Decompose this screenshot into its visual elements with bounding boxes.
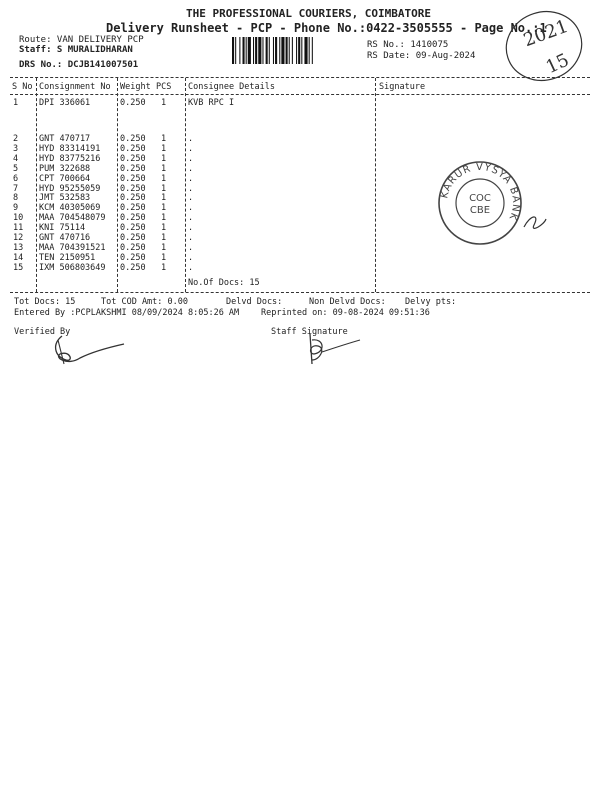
company-title: THE PROFESSIONAL COURIERS, COIMBATORE — [186, 7, 432, 20]
row-pcs: 1 — [161, 262, 167, 273]
count-mark: 15 — [542, 49, 573, 79]
row-pcs: 1 — [161, 134, 167, 144]
row-pcs: 1 — [161, 98, 167, 108]
row-consignment-no: JMT 532583 — [39, 193, 91, 204]
row-sno: 1 — [13, 98, 19, 108]
row-weight: 0.250 — [120, 173, 146, 184]
row-pcs: 1 — [161, 153, 167, 164]
row-consignment-no: IXM 506803649 — [39, 262, 106, 273]
stamp-bank-name: KARUR VYSYA BANK — [439, 161, 522, 223]
row-pcs: 1 — [161, 203, 167, 214]
row-consignment-no: HYD 83314191 — [39, 143, 101, 154]
rs-date: RS Date: 09-Aug-2024 — [367, 51, 476, 61]
row-consignee-details: . — [188, 153, 194, 164]
row-weight: 0.250 — [120, 233, 146, 243]
col-header-signature: Signature — [379, 82, 426, 92]
reprinted-on: Reprinted on: 09-08-2024 09:51:36 — [261, 308, 430, 318]
page-mark: 2021 — [520, 15, 571, 52]
row-weight: 0.250 — [120, 252, 146, 263]
row-pcs: 1 — [161, 163, 167, 174]
row-sno: 15 — [13, 262, 24, 273]
row-weight: 0.250 — [120, 203, 146, 214]
row-weight: 0.250 — [120, 193, 146, 204]
row-weight: 0.250 — [120, 143, 146, 154]
row-consignee-details: . — [188, 262, 194, 273]
row-consignee-details: . — [188, 252, 194, 263]
row-sno: 11 — [13, 223, 24, 234]
row-consignment-no: HYD 95255059 — [39, 183, 101, 194]
drs-number: DRS No.: DCJB141007501 — [19, 60, 139, 70]
col-header-pcs: PCS — [156, 82, 172, 92]
no-of-docs: No.Of Docs: 15 — [188, 278, 260, 288]
runsheet-title: Delivery Runsheet - PCP - Phone No.:0422-3505555 - Page No.:1 — [106, 21, 547, 35]
staff-signature-icon — [298, 330, 368, 370]
row-weight: 0.250 — [120, 223, 146, 234]
col-header-consignment: Consignment No — [39, 82, 111, 92]
row-pcs: 1 — [161, 183, 167, 194]
col-sep — [185, 78, 186, 292]
staff-label: Staff: S MURALIDHARAN — [19, 45, 133, 55]
stamp-initial-icon — [520, 205, 550, 235]
row-consignment-no: PUM 322688 — [39, 163, 91, 174]
row-sno: 8 — [13, 193, 19, 204]
staff-signature-label: Staff Signature — [271, 327, 348, 337]
stamp-line2: CBE — [469, 205, 491, 216]
row-sno: 5 — [13, 163, 19, 174]
table-header-rule — [10, 94, 590, 95]
stamp-line1: COC — [469, 193, 491, 204]
row-sno: 9 — [13, 203, 19, 214]
table-top-rule — [10, 77, 590, 78]
row-pcs: 1 — [161, 173, 167, 184]
row-weight: 0.250 — [120, 183, 146, 194]
col-sep — [117, 78, 118, 292]
row-consignee-details: . — [188, 134, 194, 144]
tot-cod-amt: Tot COD Amt: 0.00 — [101, 297, 188, 307]
row-weight: 0.250 — [120, 153, 146, 164]
row-sno: 3 — [13, 143, 19, 154]
row-consignment-no: KCM 40305069 — [39, 203, 101, 214]
row-weight: 0.250 — [120, 213, 146, 224]
verified-by-label: Verified By — [14, 327, 71, 337]
row-consignee-details: KVB RPC I — [188, 98, 235, 108]
row-weight: 0.250 — [120, 163, 146, 174]
row-consignee-details: . — [188, 203, 194, 214]
row-consignment-no: TEN 2150951 — [39, 252, 96, 263]
col-sep — [36, 78, 37, 292]
row-consignment-no: GNT 470717 — [39, 134, 91, 144]
row-pcs: 1 — [161, 252, 167, 263]
row-consignee-details: . — [188, 143, 194, 154]
row-consignment-no: MAA 704548079 — [39, 213, 106, 224]
verifier-signature-icon — [40, 330, 130, 370]
row-pcs: 1 — [161, 242, 167, 253]
route-label: Route: VAN DELIVERY PCP — [19, 35, 144, 45]
rs-number: RS No.: 1410075 — [367, 40, 449, 50]
col-header-consignee: Consignee Details — [188, 82, 275, 92]
row-weight: 0.250 — [120, 242, 146, 253]
row-consignment-no: KNI 75114 — [39, 223, 86, 234]
row-consignment-no: DPI 336061 — [39, 98, 91, 108]
row-consignment-no: GNT 470716 — [39, 233, 91, 243]
row-weight: 0.250 — [120, 98, 146, 108]
row-consignee-details: . — [188, 233, 194, 243]
row-weight: 0.250 — [120, 262, 146, 273]
row-sno: 4 — [13, 153, 19, 164]
row-sno: 2 — [13, 134, 19, 144]
row-sno: 12 — [13, 233, 24, 243]
row-consignment-no: HYD 83775216 — [39, 153, 101, 164]
row-pcs: 1 — [161, 233, 167, 243]
row-consignee-details: . — [188, 213, 194, 224]
row-sno: 14 — [13, 252, 24, 263]
row-consignee-details: . — [188, 223, 194, 234]
row-consignee-details: . — [188, 193, 194, 204]
table-bottom-rule — [10, 292, 590, 293]
row-sno: 7 — [13, 183, 19, 194]
row-pcs: 1 — [161, 193, 167, 204]
tot-docs: Tot Docs: 15 — [14, 297, 76, 307]
bank-stamp-icon — [437, 160, 523, 246]
row-consignment-no: MAA 704391521 — [39, 242, 106, 253]
row-pcs: 1 — [161, 223, 167, 234]
row-consignment-no: CPT 700664 — [39, 173, 91, 184]
delvd-docs: Delvd Docs: — [226, 297, 283, 307]
col-header-weight: Weight — [120, 82, 151, 92]
row-sno: 13 — [13, 242, 24, 253]
col-sep — [375, 78, 376, 292]
row-sno: 10 — [13, 213, 24, 224]
col-header-sno: S No — [12, 82, 33, 92]
row-consignee-details: . — [188, 163, 194, 174]
row-consignee-details: . — [188, 173, 194, 184]
row-sno: 6 — [13, 173, 19, 184]
row-consignee-details: . — [188, 183, 194, 194]
delvy-pts: Delvy pts: — [405, 297, 457, 307]
row-weight: 0.250 — [120, 134, 146, 144]
barcode-image — [232, 37, 360, 64]
entered-by: Entered By :PCPLAKSHMI 08/09/2024 8:05:26 AM — [14, 308, 240, 318]
row-pcs: 1 — [161, 143, 167, 154]
non-delvd-docs: Non Delvd Docs: — [309, 297, 386, 307]
row-consignee-details: . — [188, 242, 194, 253]
row-pcs: 1 — [161, 213, 167, 224]
